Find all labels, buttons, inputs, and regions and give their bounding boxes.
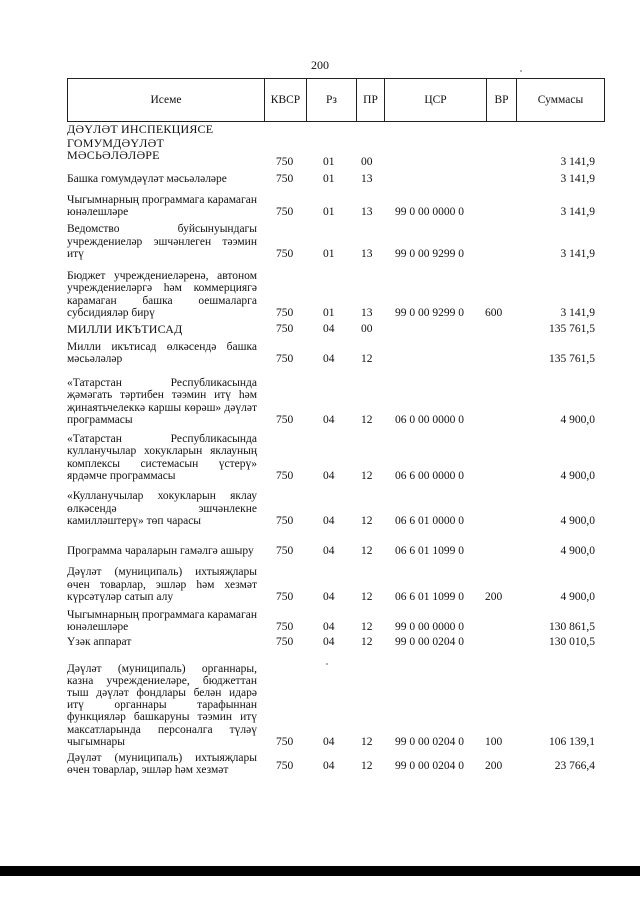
- row-name: Үзәк аппарат: [67, 635, 132, 648]
- row-kvsr: 750: [276, 413, 294, 426]
- row-rz: 01: [323, 155, 335, 168]
- row-pr: 13: [361, 247, 373, 260]
- row-kvsr: 750: [276, 155, 294, 168]
- row-name: Башка гомумдәүләт мәсьәләләре: [67, 172, 227, 185]
- table-row: [67, 603, 605, 633]
- table-row: [67, 136, 605, 168]
- row-rz: 04: [323, 413, 335, 426]
- row-pr: 13: [361, 306, 373, 319]
- row-sum: 3 141,9: [560, 205, 595, 218]
- header-pr: ПР: [356, 79, 384, 121]
- row-vr: 200: [485, 590, 503, 603]
- row-sum: 3 141,9: [560, 306, 595, 319]
- row-name: «Татарстан Республикасында кулланучылар хокукларын яклауның комплексы системасын үстерү» ярдәмче программасы: [67, 433, 257, 482]
- row-name: Дәүләт (муниципаль) ихтыяҗлары өчен товарлар, эшләр һәм хезмәт: [67, 752, 257, 777]
- row-pr: 12: [361, 413, 373, 426]
- row-kvsr: 750: [276, 352, 294, 365]
- row-pr: 12: [361, 514, 373, 527]
- row-kvsr: 750: [276, 620, 294, 633]
- row-name: «Татарстан Республикасында җәмәгать тәртибен тәэмин итү һәм җинаятьчелеккә каршы көрәш» дәүләт программасы: [67, 377, 257, 426]
- table-row: [67, 557, 605, 603]
- table-row: [67, 365, 605, 426]
- row-pr: 00: [361, 155, 373, 168]
- row-sum: 135 761,5: [549, 352, 595, 365]
- row-sum: 3 141,9: [560, 172, 595, 185]
- row-csr: 06 0 00 0000 0: [395, 413, 464, 426]
- row-name: МИЛЛИ ИКЪТИСАД: [67, 321, 183, 336]
- table-row: [67, 426, 605, 482]
- row-rz: 04: [323, 514, 335, 527]
- row-vr: 600: [485, 306, 503, 319]
- row-rz: 04: [323, 635, 335, 648]
- row-csr: 06 6 01 0000 0: [395, 514, 464, 527]
- row-name: Программа чараларын гамәлгә ашыру: [67, 544, 254, 557]
- row-sum: 4 900,0: [560, 544, 595, 557]
- row-pr: 13: [361, 172, 373, 185]
- header-rz: Рз: [306, 79, 356, 121]
- scan-speck: [326, 663, 328, 665]
- table-row: [67, 122, 605, 136]
- header-csr: ЦСР: [384, 79, 486, 121]
- row-sum: 4 900,0: [560, 469, 595, 482]
- row-name: Чыгымнарның программага карамаган юнәлешләре: [67, 608, 257, 633]
- row-pr: 12: [361, 544, 373, 557]
- row-rz: 04: [323, 469, 335, 482]
- table-header: [67, 78, 605, 122]
- row-kvsr: 750: [276, 469, 294, 482]
- row-rz: 04: [323, 620, 335, 633]
- row-pr: 12: [361, 635, 373, 648]
- row-csr: 99 0 00 0204 0: [395, 735, 464, 748]
- row-pr: 13: [361, 205, 373, 218]
- table-row: [67, 527, 605, 557]
- row-csr: 99 0 00 0000 0: [395, 620, 464, 633]
- row-pr: 12: [361, 352, 373, 365]
- row-kvsr: 750: [276, 544, 294, 557]
- table-row: [67, 633, 605, 648]
- scan-speck: [520, 70, 522, 72]
- table-row: [67, 335, 605, 365]
- table-row: [67, 482, 605, 527]
- row-rz: 01: [323, 205, 335, 218]
- row-kvsr: 750: [276, 172, 294, 185]
- table-row: [67, 260, 605, 319]
- row-sum: 4 900,0: [560, 413, 595, 426]
- row-rz: 04: [323, 590, 335, 603]
- table-row: [67, 168, 605, 185]
- row-kvsr: 750: [276, 306, 294, 319]
- row-sum: 130 861,5: [549, 620, 595, 633]
- row-rz: 01: [323, 247, 335, 260]
- row-name: Милли икътисад өлкәсендә башка мәсьәләләр: [67, 340, 257, 365]
- row-sum: 130 010,5: [549, 635, 595, 648]
- row-rz: 01: [323, 306, 335, 319]
- row-pr: 00: [361, 322, 373, 335]
- row-vr: 100: [485, 735, 503, 748]
- row-pr: 12: [361, 469, 373, 482]
- table-row: [67, 648, 605, 748]
- table-body: [67, 122, 605, 778]
- row-rz: 04: [323, 352, 335, 365]
- header-vr: ВР: [486, 79, 516, 121]
- row-name: Дәүләт (муниципаль) органнары, казна учреждениеләре, бюджеттан тыш дәүләт фондлары белән идарә итү органнары тарафыннан функцияләр башкаруны тәэмин итү максатларында персоналга түләү чыгымнары: [67, 662, 257, 748]
- row-kvsr: 750: [276, 735, 294, 748]
- row-rz: 04: [323, 544, 335, 557]
- row-kvsr: 750: [276, 247, 294, 260]
- row-name: Ведомство буйсынуындагы учреждениеләр эшчәнлеген тәэмин итү: [67, 223, 257, 260]
- row-pr: 12: [361, 590, 373, 603]
- row-sum: 23 766,4: [554, 759, 595, 772]
- table-row: [67, 185, 605, 218]
- row-sum: 4 900,0: [560, 590, 595, 603]
- row-csr: 99 0 00 0000 0: [395, 205, 464, 218]
- row-csr: 99 0 00 0204 0: [395, 759, 464, 772]
- row-name: Дәүләт (муниципаль) ихтыяҗлары өчен товарлар, эшләр һәм хезмәт күрсәтүләр сатып алу: [67, 566, 257, 603]
- row-kvsr: 750: [276, 635, 294, 648]
- row-name: Чыгымнарның программага карамаган юнәлешләре: [67, 193, 257, 218]
- header-kvsr: КВСР: [264, 79, 306, 121]
- row-rz: 04: [323, 759, 335, 772]
- row-csr: 06 6 01 1099 0: [395, 544, 464, 557]
- row-rz: 04: [323, 735, 335, 748]
- row-csr: 06 6 01 1099 0: [395, 590, 464, 603]
- row-sum: 3 141,9: [560, 155, 595, 168]
- row-sum: 3 141,9: [560, 247, 595, 260]
- row-name: ГОМУМДӘҮЛӘТ МӘСЬӘЛӘЛӘРЕ: [67, 136, 164, 163]
- row-rz: 01: [323, 172, 335, 185]
- row-name: «Кулланучылар хокукларын яклау өлкәсендә эшчәнлекне камилләштерү» төп чарасы: [67, 490, 257, 527]
- row-name: ДӘҮЛӘТ ИНСПЕКЦИЯСЕ: [67, 122, 214, 136]
- row-kvsr: 750: [276, 514, 294, 527]
- row-kvsr: 750: [276, 759, 294, 772]
- row-csr: 99 0 00 9299 0: [395, 247, 464, 260]
- row-vr: 200: [485, 759, 503, 772]
- row-csr: 06 6 00 0000 0: [395, 469, 464, 482]
- table-row: [67, 218, 605, 260]
- table-row: [67, 748, 605, 778]
- row-sum: 135 761,5: [549, 322, 595, 335]
- scan-edge-bar: [0, 866, 640, 876]
- row-pr: 12: [361, 759, 373, 772]
- row-csr: 99 0 00 0204 0: [395, 635, 464, 648]
- row-rz: 04: [323, 322, 335, 335]
- row-sum: 4 900,0: [560, 514, 595, 527]
- row-kvsr: 750: [276, 205, 294, 218]
- page-number: 200: [311, 58, 329, 72]
- row-sum: 106 139,1: [549, 735, 595, 748]
- header-name: Исеме: [150, 94, 182, 106]
- header-sum: Суммасы: [516, 79, 604, 121]
- row-pr: 12: [361, 735, 373, 748]
- row-name: Бюджет учреждениеләренә, автоном учреждениеләргә һәм коммерциягә карамаган башка оешмаларга субсидияләр бирү: [67, 270, 257, 319]
- row-pr: 12: [361, 620, 373, 633]
- row-kvsr: 750: [276, 322, 294, 335]
- row-csr: 99 0 00 9299 0: [395, 306, 464, 319]
- table-row: [67, 319, 605, 335]
- row-kvsr: 750: [276, 590, 294, 603]
